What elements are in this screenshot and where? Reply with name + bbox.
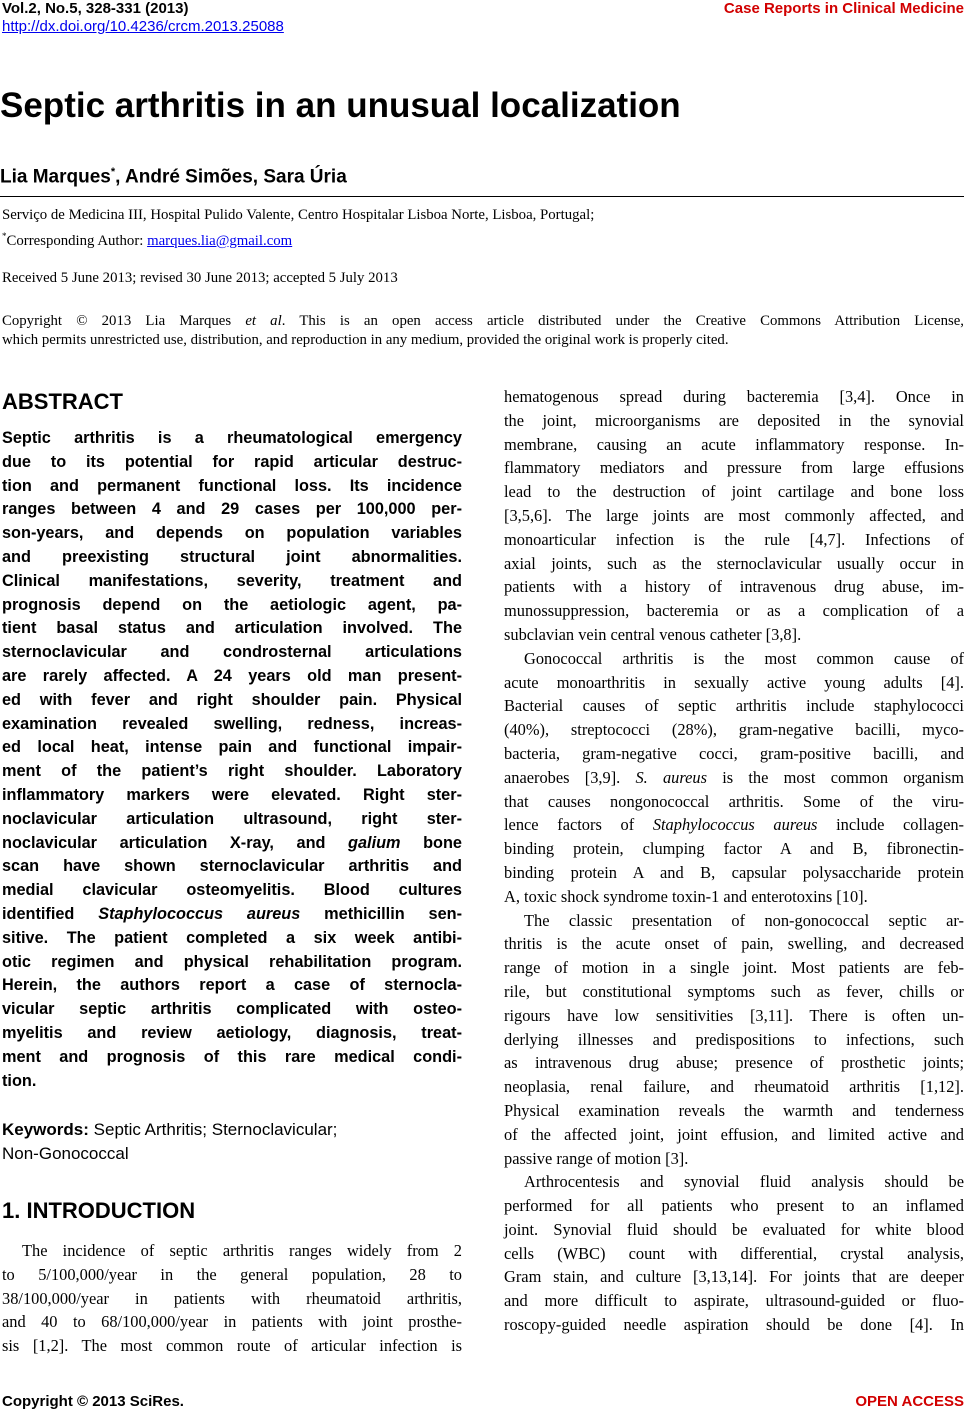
corr-email-link[interactable]: marques.lia@gmail.com bbox=[147, 232, 293, 249]
text-line: otic regimen and physical rehabilitation program. bbox=[2, 952, 462, 971]
abstract-line: noclavicular articulation X-ray, and galium bone bbox=[2, 833, 462, 852]
text-line: Septic arthritis is a rheumatological emergency bbox=[2, 429, 462, 447]
text-line: of the affected joint, joint effusion, and limited active and bbox=[504, 1124, 964, 1144]
text-line: to 5/100,000/year in the general population, 28 to bbox=[2, 1264, 462, 1284]
text-line: are rarely affected. A 24 years old man present- bbox=[2, 666, 462, 685]
introduction-heading: 1. INTRODUCTION bbox=[2, 1198, 196, 1223]
title-rule bbox=[0, 196, 964, 197]
text-line: sternoclavicular and condrosternal articulations bbox=[2, 643, 462, 662]
text-line: the joint, microorganisms are deposited in the synovial bbox=[504, 410, 964, 430]
text-line: scan have shown sternoclavicular arthritis and bbox=[2, 857, 462, 876]
corresponding-author bbox=[2, 227, 292, 251]
copyright-notice bbox=[2, 312, 964, 350]
text-line: membrane, causing an acute inflammatory response. In- bbox=[504, 434, 964, 454]
text-line: ed local heat, intense pain and functional impair- bbox=[2, 738, 462, 757]
text-line: medial clavicular osteomyelitis. Blood cultures bbox=[2, 881, 462, 900]
text-line: bacteria, gram-negative cocci, gram-positive bacilli, and bbox=[504, 743, 964, 763]
text-line: and 40 to 68/100,000/year in patients with joint prosthe- bbox=[2, 1312, 462, 1332]
text-line: axial joints, such as the sternoclavicular usually occur in bbox=[504, 553, 964, 573]
text-line: as intravenous drug abuse; presence of prosthetic joints; bbox=[504, 1053, 964, 1073]
abstract-line: identified Staphylococcus aureus methicillin sen- bbox=[2, 904, 462, 923]
text-line: The incidence of septic arthritis ranges widely from 2 bbox=[22, 1241, 462, 1260]
text-line: tion and permanent functional loss. Its incidence bbox=[2, 476, 462, 495]
text-line: rigours have low sensitivities [3,11]. There is often un- bbox=[504, 1005, 964, 1025]
text-line: binding protein, clumping factor A and B, fibronectin- bbox=[504, 839, 964, 859]
text-line: ed with fever and right shoulder pain. Physical bbox=[2, 690, 462, 709]
text-line: binding protein A and B, capsular polysaccharide protein bbox=[504, 862, 964, 882]
author-first: Lia Marques bbox=[0, 166, 111, 188]
keywords-line-2: Non-Gonococcal bbox=[2, 1143, 129, 1163]
text-line: flammatory mediators and pressure from large effusions bbox=[504, 458, 964, 478]
corr-mark: * bbox=[2, 231, 7, 241]
text-line: that causes nongonococcal arthritis. Some of the viru- bbox=[504, 791, 964, 811]
text-line: son-years, and depends on population variables bbox=[2, 524, 462, 543]
footer-copyright: Copyright © 2013 SciRes. bbox=[2, 1393, 184, 1410]
text-line: and more difficult to aspirate, ultrasound-guided or fluo- bbox=[504, 1291, 964, 1311]
text-line: The classic presentation of non-gonococcal septic ar- bbox=[524, 910, 964, 930]
corr-label: Corresponding Author: bbox=[6, 232, 148, 249]
copyright-line-1: Copyright © 2013 Lia Marques et al. This is an open access article distributed under the Creative Commons Attribution License, bbox=[2, 313, 964, 329]
text-line: Clinical manifestations, severity, treatment and bbox=[2, 571, 462, 590]
text-line: ranges between 4 and 29 cases per 100,000 per- bbox=[2, 500, 462, 519]
text-line: performed for all patients who present to an inflamed bbox=[504, 1196, 964, 1216]
author-rest: , André Simões, Sara Úria bbox=[115, 166, 347, 188]
text-line: inflammatory markers were elevated. Right ster- bbox=[2, 785, 462, 804]
text-line: subclavian vein central venous catheter [3,8]. bbox=[504, 624, 802, 644]
article-dates: Received 5 June 2013; revised 30 June 2013; accepted 5 July 2013 bbox=[2, 270, 398, 286]
text-line: Physical examination reveals the warmth and tenderness bbox=[504, 1100, 964, 1120]
text-line: derlying illnesses and predispositions to infections, such bbox=[504, 1029, 964, 1049]
text-line: sis [1,2]. The most common route of articular infection is bbox=[2, 1336, 462, 1356]
text-line: Bacterial causes of septic arthritis include staphylococci bbox=[504, 696, 964, 716]
corresponding-mark: * bbox=[110, 166, 116, 178]
text-line: monoarticular infection is the rule [4,7]. Infections of bbox=[504, 529, 964, 549]
text-line: Arthrocentesis and synovial fluid analysis should be bbox=[524, 1172, 964, 1192]
text-line: prognosis depend on the aetiologic agent, pa- bbox=[2, 595, 462, 614]
text-line: neoplasia, renal failure, and rheumatoid arthritis [1,12]. bbox=[504, 1077, 964, 1097]
author-list bbox=[0, 166, 347, 188]
keywords-label: Keywords: bbox=[2, 1120, 89, 1139]
abstract-line: tion. bbox=[2, 1071, 37, 1090]
text-line: sitive. The patient completed a six week antibi- bbox=[2, 928, 462, 947]
article-title: Septic arthritis in an unusual localization bbox=[0, 86, 681, 125]
text-line: hematogenous spread during bacteremia [3,4]. Once in bbox=[504, 387, 964, 406]
text-line: A, toxic shock syndrome toxin-1 and enterotoxins [10]. bbox=[504, 886, 868, 906]
copyright-line-2: which permits unrestricted use, distribution, and reproduction in any medium, provided the original work is properly cited. bbox=[2, 332, 729, 348]
keywords-line-1: Septic Arthritis; Sternoclavicular; bbox=[88, 1120, 338, 1139]
text-line: munossuppression, bacteremia or as a complication of a bbox=[504, 601, 964, 621]
text-line: (40%), streptococci (28%), gram-negative bacilli, myco- bbox=[504, 720, 964, 740]
doi-link[interactable]: http://dx.doi.org/10.4236/crcm.2013.25088 bbox=[2, 18, 284, 35]
text-line: 38/100,000/year in patients with rheumatoid arthritis, bbox=[2, 1288, 462, 1308]
text-line: Herein, the authors report a case of sternocla- bbox=[2, 976, 462, 995]
abstract-body bbox=[2, 427, 462, 1093]
text-line: acute monoarthritis in sexually active young adults [4]. bbox=[504, 672, 964, 692]
text-line: cells (WBC) count with differential, crystal analysis, bbox=[504, 1243, 964, 1263]
keywords bbox=[2, 1118, 462, 1165]
introduction-body bbox=[2, 1239, 462, 1358]
text-line: lead to the destruction of joint cartilage and bone loss bbox=[504, 482, 964, 502]
text-line: patients with a history of intravenous drug abuse, im- bbox=[504, 577, 964, 597]
text-line: thritis is the acute onset of pain, swelling, and decreased bbox=[504, 934, 964, 954]
text-line: Gram stain, and culture [3,13,14]. For joints that are deeper bbox=[504, 1267, 964, 1287]
text-line: anaerobes [3,9]. S. aureus is the most common organism bbox=[504, 767, 964, 787]
text-line: and preexisting structural joint abnormalities. bbox=[2, 547, 462, 566]
text-line: [3,5,6]. The large joints are most commonly affected, and bbox=[504, 505, 964, 525]
text-line: myelitis and review aetiology, diagnosis, treat- bbox=[2, 1023, 462, 1042]
affiliation: Serviço de Medicina III, Hospital Pulido Valente, Centro Hospitalar Lisboa Norte, Lisboa, Portugal; bbox=[2, 207, 595, 223]
text-line: noclavicular articulation ultrasound, right ster- bbox=[2, 809, 462, 828]
text-line: rile, but constitutional symptoms such as fever, chills or bbox=[504, 981, 964, 1001]
journal-name: Case Reports in Clinical Medicine bbox=[723, 0, 964, 17]
right-column-text bbox=[504, 385, 964, 1337]
text-line: examination revealed swelling, redness, increas- bbox=[2, 714, 462, 733]
text-line: ment and prognosis of this rare medical condi- bbox=[2, 1047, 462, 1066]
open-access-label: OPEN ACCESS bbox=[855, 1393, 964, 1410]
text-line: due to its potential for rapid articular destruc- bbox=[2, 452, 462, 471]
text-line: passive range of motion [3]. bbox=[504, 1148, 689, 1168]
text-line: range of motion in a single joint. Most patients are feb- bbox=[504, 958, 964, 978]
journal-volume: Vol.2, No.5, 328-331 (2013) bbox=[2, 0, 189, 17]
text-line: tient basal status and articulation involved. The bbox=[2, 619, 462, 638]
text-line: joint. Synovial fluid should be evaluated for white blood bbox=[504, 1219, 964, 1239]
abstract-heading: ABSTRACT bbox=[2, 389, 123, 414]
text-line: vicular septic arthritis complicated with osteo- bbox=[2, 1000, 462, 1019]
text-line: lence factors of Staphylococcus aureus include collagen- bbox=[504, 815, 964, 835]
text-line: Gonococcal arthritis is the most common cause of bbox=[524, 648, 964, 668]
text-line: ment of the patient’s right shoulder. Laboratory bbox=[2, 762, 462, 781]
text-line: roscopy-guided needle aspiration should be done [4]. In bbox=[504, 1315, 964, 1335]
